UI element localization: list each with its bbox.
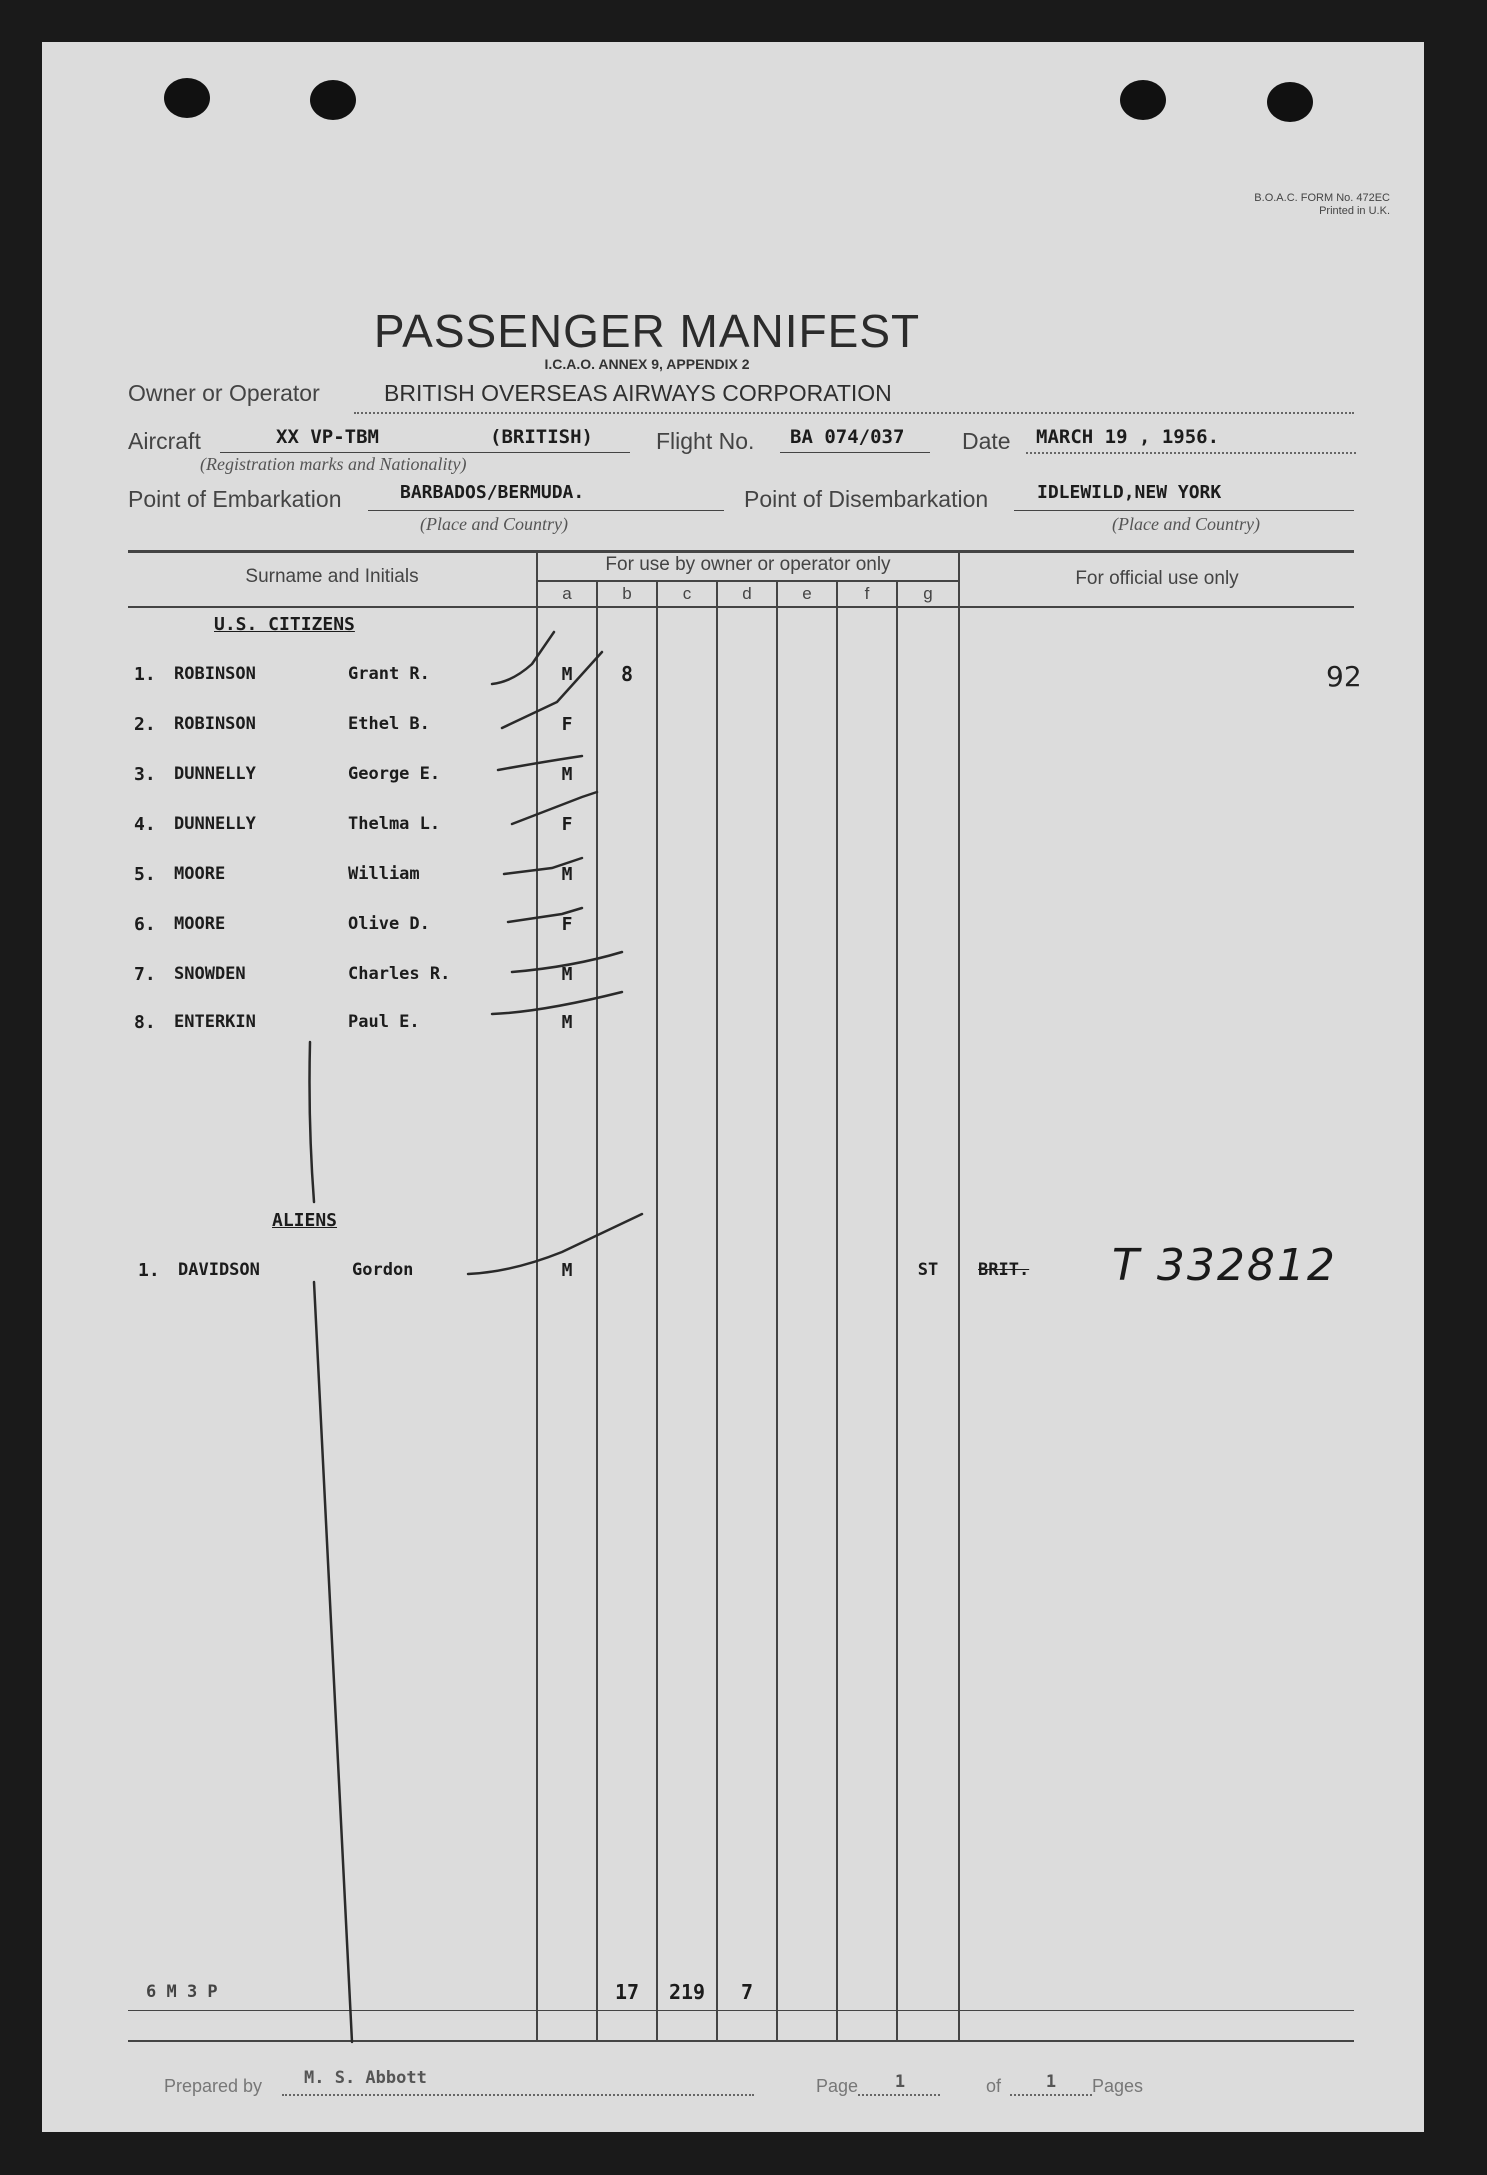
row-col-a: M	[561, 664, 573, 685]
pages-value: 1	[1045, 2072, 1057, 2092]
subcol-f: f	[864, 584, 870, 603]
row-number: 4.	[134, 814, 156, 835]
row-col-a: M	[561, 1012, 573, 1033]
tick-mark	[492, 992, 622, 1014]
row-col-a: F	[561, 914, 573, 935]
row-surname: ROBINSON	[174, 714, 256, 734]
row-col-a: M	[561, 1260, 573, 1281]
row-surname: DUNNELLY	[174, 814, 256, 834]
embark-label: Point of Embarkation	[128, 486, 342, 512]
subcol-e: e	[802, 584, 812, 603]
flight-label: Flight No.	[656, 428, 755, 454]
tick-mark	[512, 952, 622, 972]
page-line	[858, 2094, 940, 2096]
row-given: Grant R.	[348, 664, 430, 684]
totals-label: 6 M 3 P	[146, 1982, 218, 2002]
row-number: 3.	[134, 764, 156, 785]
row-number: 7.	[134, 964, 156, 985]
owner-value: BRITISH OVERSEAS AIRWAYS CORPORATION	[384, 380, 892, 406]
manifest-sheet	[42, 42, 1424, 2132]
row-col-a: M	[561, 964, 573, 985]
aircraft-label: Aircraft	[128, 428, 201, 454]
form-number-line2: Printed in U.K.	[1319, 205, 1390, 217]
row-col-a: M	[561, 864, 573, 885]
section-us-citizens: U.S. CITIZENS	[214, 614, 355, 635]
aircraft-value: XX VP-TBM	[276, 426, 379, 448]
col-official-header: For official use only	[1075, 568, 1239, 589]
row-given: George E.	[348, 764, 441, 784]
subcol-b: b	[622, 584, 632, 603]
long-line	[314, 1282, 352, 2042]
row-col-a: F	[561, 814, 573, 835]
embark-value: BARBADOS/BERMUDA.	[400, 482, 585, 503]
page-label: Page	[816, 2076, 859, 2096]
row-surname: SNOWDEN	[174, 964, 246, 984]
subcol-a: a	[562, 584, 572, 603]
row-given: Paul E.	[348, 1012, 420, 1032]
row-col-a: F	[561, 714, 573, 735]
col-owner-use-header: For use by owner or operator only	[605, 554, 891, 575]
aircraft-nationality: (BRITISH)	[490, 426, 593, 448]
row-given: Olive D.	[348, 914, 430, 934]
handwritten-tick-marks	[42, 42, 1424, 2132]
date-value: MARCH 19 , 1956.	[1036, 426, 1220, 448]
total-col-c: 219	[668, 1980, 706, 2004]
flight-value: BA 074/037	[790, 426, 905, 448]
total-col-d: 7	[740, 1980, 754, 2004]
row-number: 5.	[134, 864, 156, 885]
row-given: Gordon	[352, 1260, 414, 1280]
row-given: William	[348, 864, 420, 884]
row-official-passport: T 332812	[1112, 1240, 1337, 1291]
row-number: 6.	[134, 914, 156, 935]
disembark-hint: (Place and Country)	[1112, 514, 1260, 534]
aircraft-hint: (Registration marks and Nationality)	[200, 454, 467, 474]
page-subtitle: I.C.A.O. ANNEX 9, APPENDIX 2	[544, 356, 750, 372]
subcol-d: d	[742, 584, 752, 603]
tick-mark	[502, 652, 602, 728]
section-aliens: ALIENS	[272, 1210, 338, 1231]
pages-line	[1010, 2094, 1092, 2096]
row-col-g: ST	[917, 1260, 939, 1280]
subcol-g: g	[923, 584, 933, 603]
page-value: 1	[894, 2072, 906, 2092]
row-surname: MOORE	[174, 914, 226, 934]
prepared-label: Prepared by	[164, 2076, 263, 2096]
tick-mark	[498, 756, 582, 770]
tick-mark	[512, 792, 597, 824]
col-surname-header: Surname and Initials	[245, 566, 419, 587]
bracket-line	[310, 1042, 315, 1202]
tick-mark	[492, 632, 554, 684]
row-given: Thelma L.	[348, 814, 441, 834]
tick-mark	[508, 908, 582, 922]
disembark-value: IDLEWILD,NEW YORK	[1037, 482, 1222, 503]
subcol-c: c	[682, 584, 692, 603]
row-given: Charles R.	[348, 964, 451, 984]
disembark-label: Point of Disembarkation	[744, 486, 989, 512]
embark-hint: (Place and Country)	[420, 514, 568, 534]
row-given: Ethel B.	[348, 714, 430, 734]
row-official-nationality: BRIT.	[978, 1260, 1030, 1280]
row-surname: DUNNELLY	[174, 764, 256, 784]
total-col-b: 17	[614, 1980, 640, 2004]
row-number: 8.	[134, 1012, 156, 1033]
tick-mark	[468, 1214, 642, 1274]
owner-label: Owner or Operator	[128, 380, 320, 406]
of-label: of	[986, 2076, 1002, 2096]
pages-label: Pages	[1092, 2076, 1144, 2096]
form-number-line1: B.O.A.C. FORM No. 472EC	[1254, 192, 1390, 204]
official-note-92: 92	[1326, 660, 1362, 693]
row-number: 1.	[138, 1260, 160, 1281]
page-title: PASSENGER MANIFEST	[373, 305, 921, 357]
date-label: Date	[962, 428, 1011, 454]
row-surname: DAVIDSON	[178, 1260, 260, 1280]
row-col-b: 8	[620, 662, 634, 686]
row-number: 2.	[134, 714, 156, 735]
tick-mark	[504, 858, 582, 874]
row-col-a: M	[561, 764, 573, 785]
prepared-line	[282, 2094, 754, 2096]
row-surname: MOORE	[174, 864, 226, 884]
row-surname: ENTERKIN	[174, 1012, 256, 1032]
row-surname: ROBINSON	[174, 664, 256, 684]
row-number: 1.	[134, 664, 156, 685]
prepared-value: M. S. Abbott	[304, 2068, 427, 2088]
